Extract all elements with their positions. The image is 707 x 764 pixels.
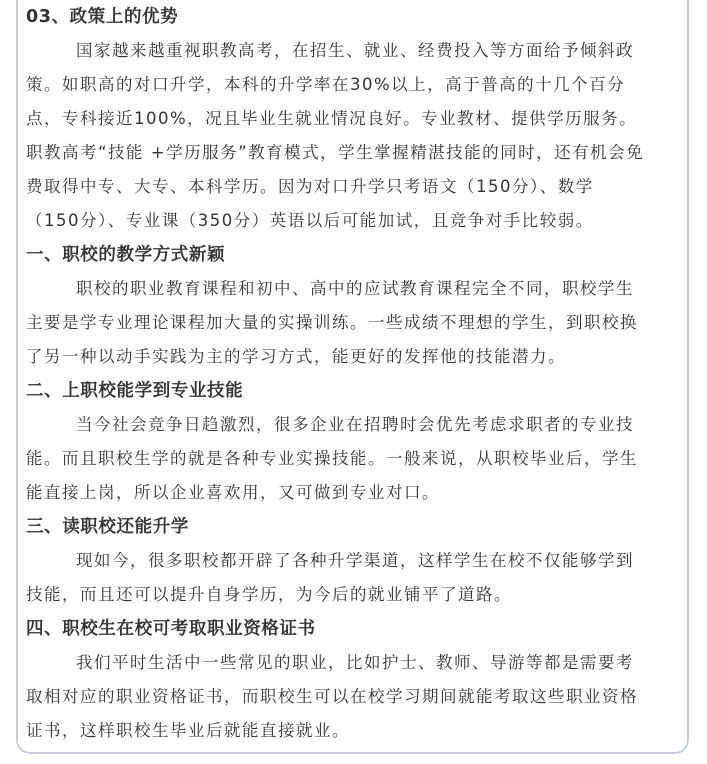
- section-heading-further-study: 三、读职校还能升学: [26, 517, 189, 537]
- paragraph-line: 策。如职高的对口升学，本科的升学率在30%以上，高于普高的十几个百分: [26, 75, 626, 94]
- section-heading-certificates: 四、职校生在校可考取职业资格证书: [26, 619, 316, 639]
- section-heading-policy: 03、政策上的优势: [26, 7, 179, 27]
- section-paragraph-teaching: [26, 272, 682, 374]
- paragraph-line: 技能，而且还可以提升自身学历，为今后的就业铺平了道路。: [26, 585, 512, 604]
- paragraph-line: 我们平时生活中一些常见的职业，比如护士、教师、导游等都是需要考: [76, 653, 634, 672]
- section-paragraph-skills: [26, 408, 682, 510]
- article-content: [26, 0, 682, 748]
- paragraph-line: （150分）、专业课（350分）英语以后可能加试，且竞争对手比较弱。: [26, 211, 594, 230]
- paragraph-line: 点，专科接近100%，况且毕业生就业情况良好。专业教材、提供学历服务。: [26, 109, 638, 128]
- paragraph-line: 职教高考“技能 +学历服务”教育模式，学生掌握精湛技能的同时，还有机会免: [26, 143, 645, 162]
- section-paragraph-policy: [26, 34, 682, 238]
- paragraph-line: 国家越来越重视职教高考，在招生、就业、经费投入等方面给予倾斜政: [76, 41, 634, 60]
- paragraph-line: 取相对应的职业资格证书，而职校生可以在校学习期间就能考取这些职业资格: [26, 687, 638, 706]
- section-paragraph-further-study: [26, 544, 682, 612]
- paragraph-line: 费取得中专、大专、本科学历。因为对口升学只考语文（150分）、数学: [26, 177, 594, 196]
- paragraph-line: 职校的职业教育课程和初中、高中的应试教育课程完全不同，职校学生: [76, 279, 634, 298]
- paragraph-line: 当今社会竞争日趋激烈，很多企业在招聘时会优先考虑求职者的专业技: [76, 415, 634, 434]
- paragraph-line: 了另一种以动手实践为主的学习方式，能更好的发挥他的技能潜力。: [26, 347, 566, 366]
- section-heading-skills: 二、上职校能学到专业技能: [26, 381, 244, 401]
- paragraph-line: 能直接上岗，所以企业喜欢用，又可做到专业对口。: [26, 483, 440, 502]
- section-heading-teaching: 一、职校的教学方式新颖: [26, 245, 226, 265]
- paragraph-line: 现如今，很多职校都开辟了各种升学渠道，这样学生在校不仅能够学到: [76, 551, 634, 570]
- section-paragraph-certificates: [26, 646, 682, 748]
- paragraph-line: 主要是学专业理论课程加大量的实操训练。一些成绩不理想的学生，到职校换: [26, 313, 638, 332]
- paragraph-line: 能。而且职校生学的就是各种专业实操技能。一般来说，从职校毕业后，学生: [26, 449, 638, 468]
- paragraph-line: 证书，这样职校生毕业后就能直接就业。: [26, 721, 350, 740]
